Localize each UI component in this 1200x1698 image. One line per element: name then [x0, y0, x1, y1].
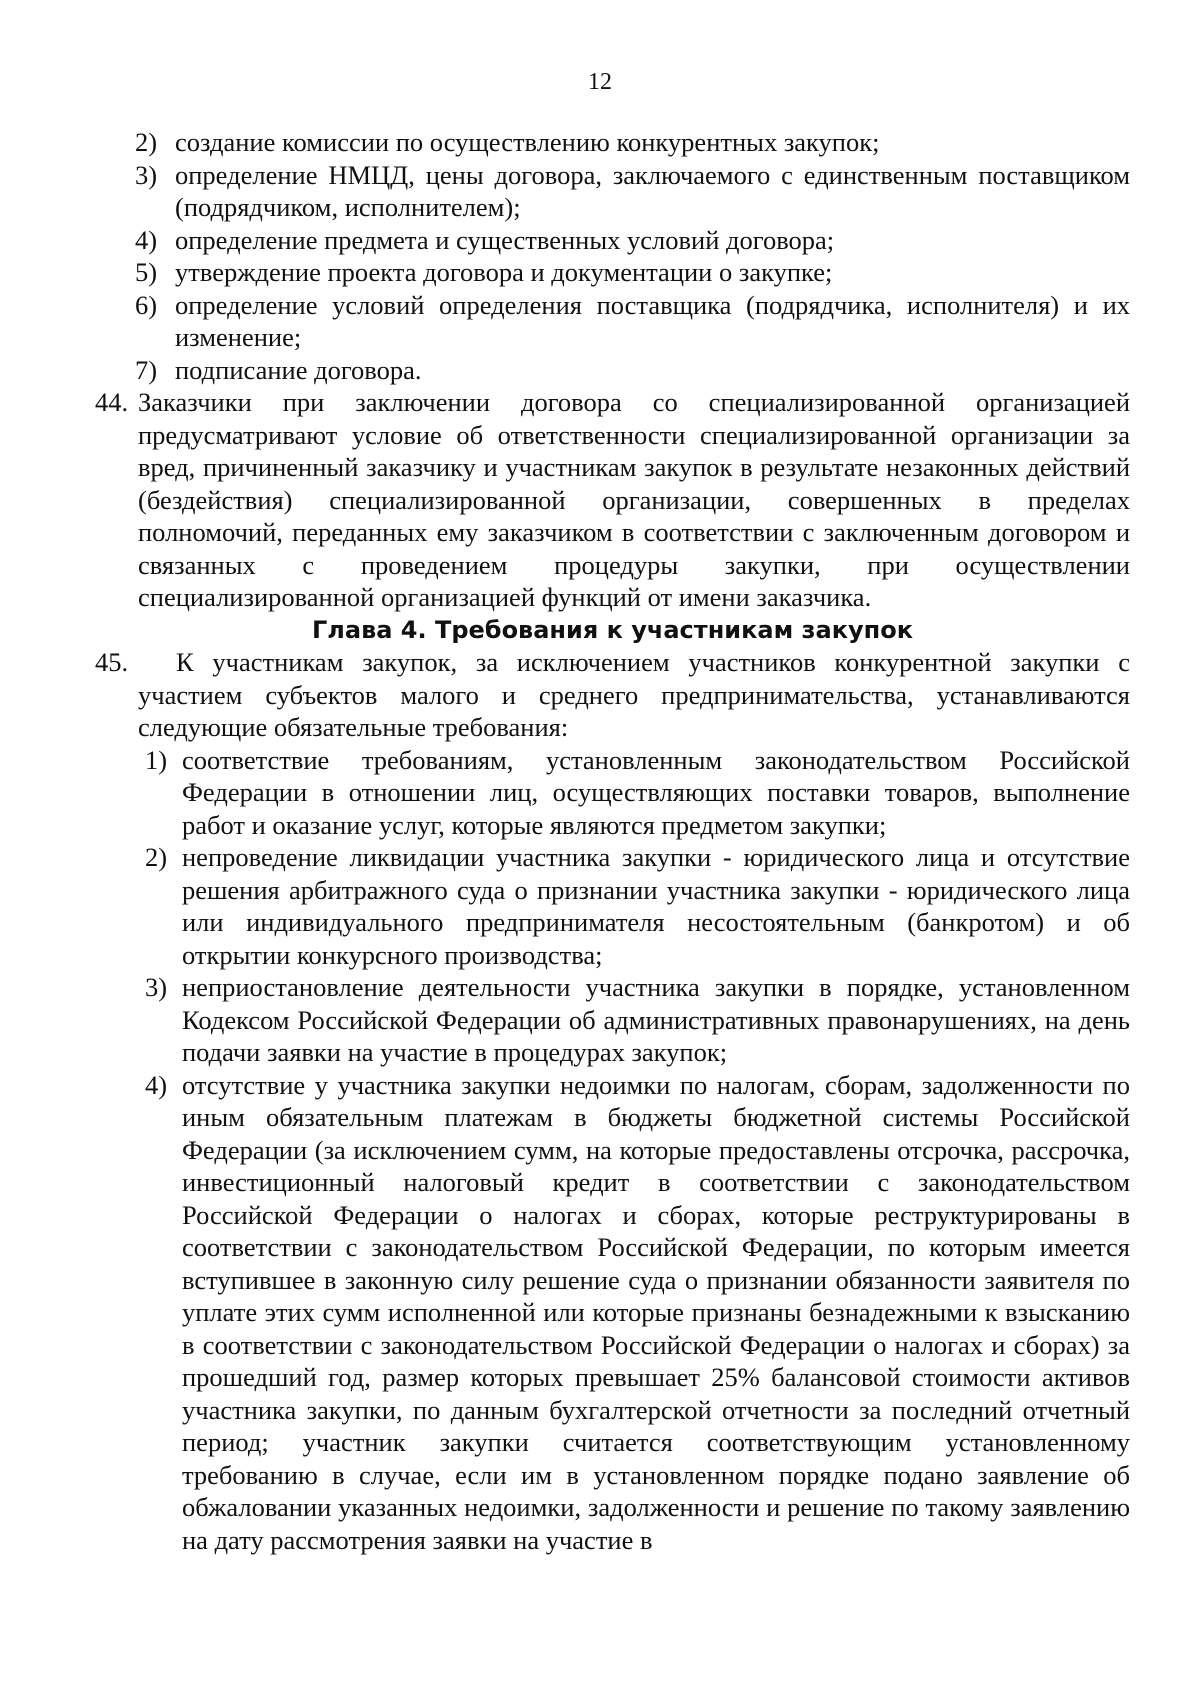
list-item-text: создание комиссии по осуществлению конкурентных закупок;	[175, 127, 880, 157]
list-item	[95, 224, 1130, 257]
list-item-number: 3)	[135, 159, 158, 190]
list-item	[95, 159, 1130, 224]
list-item-text: неприостановление деятельности участника закупки в порядке, установленном Кодексом Российской Федерации об административных правонарушениях, на день подачи заявки на участие в процедурах закупок;	[182, 972, 1130, 1067]
list-item-text: утверждение проекта договора и документации о закупке;	[175, 257, 833, 287]
list-item	[95, 354, 1130, 387]
list-item-text: отсутствие у участника закупки недоимки по налогам, сборам, задолженности по иным обязательным платежам в бюджеты бюджетной системы Российской Федерации (за исключением сумм, на которые предоставлены отсрочка, рассрочка, инвестиционный налоговый кредит в соответствии с законодательством Российской Федерации о налогах и сборах, которые реструктурированы в соответствии с законодательством Российской Федерации, по которым имеется вступившее в законную силу решение суда о признании обязанности заявителя по уплате этих сумм исполненной или которые признаны безнадежными к взысканию в соответствии с законодательством Российской Федерации о налогах и сборах) за прошедший год, размер которых превышает 25% балансовой стоимости активов участника закупки, по данным бухгалтерской отчетности за последний отчетный период; участник закупки считается соответствующим установленному требованию в случае, если им в установленном порядке подано заявление об обжаловании указанных недоимки, задолженности и решение по такому заявлению на дату рассмотрения заявки на участие в	[182, 1069, 1130, 1555]
paragraph-number: 44.	[95, 387, 129, 417]
paragraph-44	[95, 386, 1130, 614]
list-item	[95, 1069, 1130, 1557]
list-item	[95, 971, 1130, 1069]
list-item-text: подписание договора.	[175, 354, 422, 385]
list-item-number: 2)	[145, 842, 168, 872]
chapter-heading: Глава 4. Требования к участникам закупок	[312, 615, 913, 644]
paragraph-45	[95, 646, 1130, 744]
list-item-number: 1)	[145, 744, 168, 775]
list-item-text: определение НМЦД, цены договора, заключаемого с единственным поставщиком (подрядчиком, исполнителем);	[175, 159, 1130, 222]
document-body	[95, 126, 1130, 1556]
list-item-number: 6)	[135, 289, 158, 320]
list-item	[95, 841, 1130, 971]
list-item-text: соответствие требованиям, установленным законодательством Российской Федерации в отношении лиц, осуществляющих поставки товаров, выполнение работ и оказание услуг, которые являются предметом закупки;	[182, 744, 1130, 840]
list-item	[95, 289, 1130, 354]
list-item-text: определение условий определения поставщика (подрядчика, исполнителя) и их изменение;	[175, 289, 1130, 352]
list-item-number: 4)	[145, 1069, 168, 1100]
list-item-number: 3)	[145, 972, 168, 1002]
list-item-number: 5)	[135, 257, 158, 287]
page-number: 12	[588, 69, 612, 95]
paragraph-text: Заказчики при заключении договора со специализированной организацией предусматривают условие об ответственности специализированной организации за вред, причиненный заказчику и участникам закупок в результате незаконных действий (бездействия) специализированной организации, совершенных в пределах полномочий, переданных ему заказчиком в соответствии с заключенным договором и связанных с проведением процедуры закупки, при осуществлении специализированной организацией функций от имени заказчика.	[138, 387, 1130, 612]
paragraph-number: 45.	[95, 647, 129, 677]
list-item	[95, 256, 1130, 289]
list-item-number: 7)	[135, 354, 158, 385]
list-item-number: 2)	[135, 127, 158, 157]
list-item-number: 4)	[135, 224, 158, 255]
paragraph-text: К участникам закупок, за исключением участников конкурентной закупки с участием субъектов малого и среднего предпринимательства, устанавливаются следующие обязательные требования:	[138, 647, 1130, 742]
list-item-text: определение предмета и существенных условий договора;	[175, 224, 835, 255]
list-item	[95, 744, 1130, 842]
list-item	[95, 126, 1130, 159]
list-item-text: непроведение ликвидации участника закупки - юридического лица и отсутствие решения арбитражного суда о признании участника закупки - юридического лица или индивидуального предпринимателя несостоятельным (банкротом) и об открытии конкурсного производства;	[182, 842, 1130, 970]
